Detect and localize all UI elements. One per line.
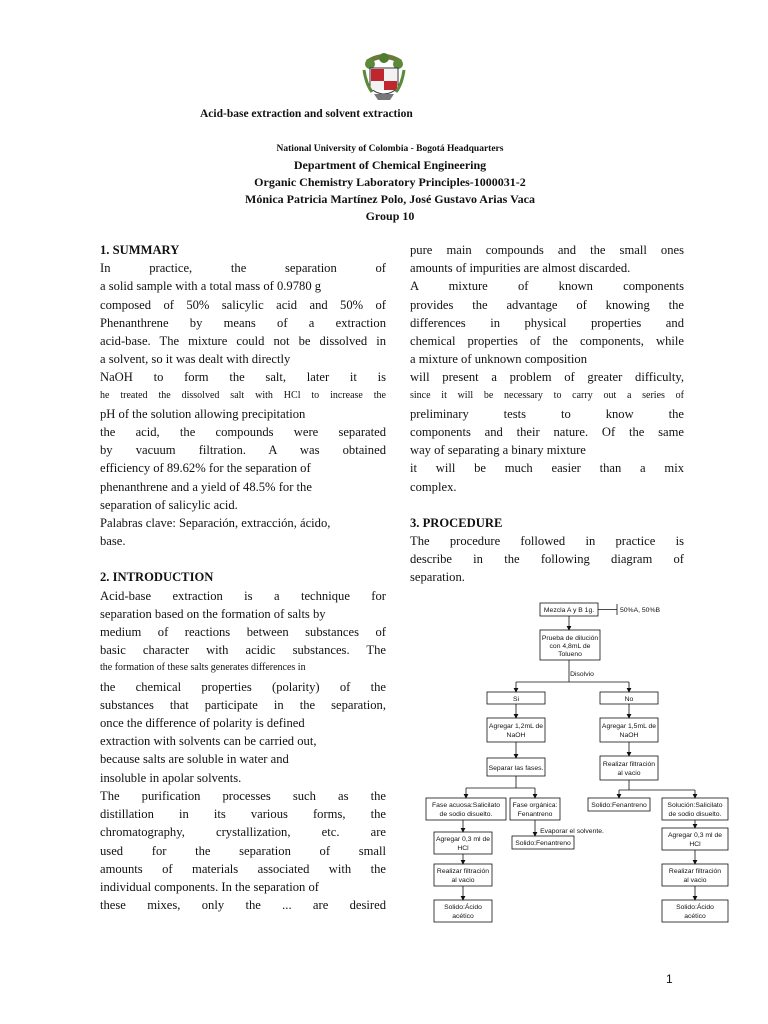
intro-line: the formation of these salts generates differences in bbox=[100, 662, 306, 674]
aqueous-label: de sodio disuelto. bbox=[439, 811, 493, 818]
intro-line: medium of reactions between substances of bbox=[100, 625, 386, 640]
solution-label: de sodio disuelto. bbox=[668, 811, 722, 818]
add-hcl-right-label: Agregar 0,3 ml de bbox=[667, 832, 723, 839]
intro-line: used for the separation of small bbox=[100, 843, 386, 858]
add-naoh-yes-label: NaOH bbox=[506, 732, 526, 739]
solid-acid-left-label: acético bbox=[452, 913, 474, 920]
page-number: 1 bbox=[666, 972, 673, 986]
procedure-line: describe in the following diagram of bbox=[410, 552, 684, 567]
separation-flow-diagram bbox=[412, 590, 738, 930]
intro-cont-line: provides the advantage of knowing the bbox=[410, 297, 684, 312]
separate-label: Separar las fases. bbox=[488, 765, 544, 772]
summary-line: a solvent, so it was dealt with directly bbox=[100, 352, 291, 367]
summary-line: pH of the solution allowing precipitation bbox=[100, 406, 306, 421]
institution: National University of Colombia - Bogotá Headquarters bbox=[276, 144, 504, 154]
summary-line: composed of 50% salicylic acid and 50% of bbox=[100, 297, 386, 312]
intro-cont-line: complex. bbox=[410, 479, 457, 494]
group: Group 10 bbox=[365, 209, 415, 223]
procedure-heading: 3. PROCEDURE bbox=[410, 515, 503, 530]
keywords-line: Palabras clave: Separación, extracción, ácido, bbox=[100, 516, 331, 531]
paper-header bbox=[180, 141, 600, 225]
intro-cont-line: preliminary tests to know the bbox=[410, 406, 684, 421]
filter-left-label: Realizar filtración bbox=[436, 868, 490, 875]
intro-line: distillation in its various forms, the bbox=[100, 807, 386, 822]
right-column bbox=[410, 241, 684, 587]
composition-label: 50%A, 50%B bbox=[619, 607, 661, 614]
test-label: Prueba de dilución bbox=[541, 635, 599, 642]
solid-phen-org-label: Solido:Fenantreno bbox=[515, 840, 571, 847]
evaporate-label: Evaporar el solvente. bbox=[540, 828, 604, 835]
vacuum-filter-no-label: al vacio bbox=[617, 770, 641, 777]
keywords-line: base. bbox=[100, 534, 126, 549]
intro-line: because salts are soluble in water and bbox=[100, 752, 289, 767]
summary-heading: 1. SUMMARY bbox=[100, 243, 180, 257]
intro-line: amounts of materials associated with the bbox=[100, 861, 386, 876]
filter-left-label: al vacio bbox=[451, 877, 475, 884]
solid-acid-right-label: acético bbox=[684, 913, 706, 920]
intro-cont-line: components and their nature. Of the same bbox=[410, 425, 684, 440]
add-naoh-no-label: Agregar 1,5mL de bbox=[601, 723, 657, 730]
university-crest-icon bbox=[360, 50, 408, 106]
summary-line: NaOH to form the salt, later it is bbox=[100, 370, 386, 385]
no-label: No bbox=[624, 696, 634, 703]
intro-cont-line: way of separating a binary mixture bbox=[410, 443, 586, 458]
aqueous-label: Fase acuosa:Salicilato bbox=[431, 802, 501, 809]
add-hcl-left-label: HCl bbox=[457, 845, 469, 852]
intro-cont-line: it will be much easier than a mix bbox=[410, 461, 684, 476]
yes-label: Si bbox=[512, 696, 520, 703]
intro-line: extraction with solvents can be carried out, bbox=[100, 734, 317, 749]
add-hcl-left-label: Agregar 0,3 ml de bbox=[435, 836, 491, 843]
introduction-heading: 2. INTRODUCTION bbox=[100, 570, 214, 585]
left-column bbox=[100, 241, 386, 914]
intro-line: once the difference of polarity is defined bbox=[100, 716, 305, 731]
intro-cont-line: A mixture of known components bbox=[410, 279, 684, 294]
intro-cont-line: pure main compounds and the small ones bbox=[410, 243, 684, 257]
filter-right-label: al vacio bbox=[683, 877, 707, 884]
solid-acid-right-label: Solido:Ácido bbox=[676, 904, 714, 911]
filter-right-label: Realizar filtración bbox=[668, 868, 722, 875]
start-label: Mezcla A y B 1g. bbox=[543, 607, 595, 614]
intro-line: insoluble in apolar solvents. bbox=[100, 770, 242, 785]
intro-cont-line: a mixture of unknown composition bbox=[410, 352, 587, 367]
procedure-line: separation. bbox=[410, 570, 465, 585]
intro-line: the chemical properties (polarity) of the bbox=[100, 679, 386, 694]
organic-label: Fenantreno bbox=[517, 811, 553, 818]
solution-label: Solución:Salicilato bbox=[667, 802, 723, 809]
intro-cont-line: amounts of impurities are almost discarded. bbox=[410, 261, 631, 276]
add-naoh-no-label: NaOH bbox=[619, 732, 639, 739]
intro-line: these mixes, only the ... are desired bbox=[100, 898, 386, 913]
solid-acid-left-label: Solido:Ácido bbox=[444, 904, 482, 911]
summary-line: efficiency of 89.62% for the separation of bbox=[100, 461, 311, 476]
dissolved-label: Disolvio bbox=[570, 671, 594, 678]
intro-line: Acid-base extraction is a technique for bbox=[100, 588, 386, 603]
summary-line: separation of salicylic acid. bbox=[100, 497, 238, 512]
summary-line: In practice, the separation of bbox=[100, 261, 386, 276]
paper-title: Acid-base extraction and solvent extraction bbox=[200, 108, 413, 120]
department: Department of Chemical Engineering bbox=[293, 158, 487, 172]
summary-line: by vacuum filtration. A was obtained bbox=[100, 443, 386, 458]
intro-line: The purification processes such as the bbox=[100, 788, 386, 803]
intro-line: separation based on the formation of salts by bbox=[100, 606, 326, 621]
intro-cont-line: since it will be necessary to carry out a series of bbox=[410, 389, 684, 401]
summary-line: the acid, the compounds were separated bbox=[100, 425, 386, 440]
test-label: Tolueno bbox=[558, 651, 582, 658]
solid-phen-mid-label: Solido:Fenantreno bbox=[591, 802, 647, 809]
course: Organic Chemistry Laboratory Principles-1000031-2 bbox=[254, 175, 526, 189]
vacuum-filter-no-label: Realizar filtración bbox=[602, 761, 656, 768]
intro-line: basic character with acidic substances. The bbox=[100, 643, 386, 658]
summary-line: phenanthrene and a yield of 48.5% for the bbox=[100, 479, 312, 494]
intro-line: individual components. In the separation of bbox=[100, 879, 319, 894]
test-label: con 4,8mL de bbox=[549, 643, 591, 650]
add-hcl-right-label: HCl bbox=[689, 841, 701, 848]
intro-cont-line: chemical properties of the components, while bbox=[410, 334, 684, 349]
intro-cont-line: differences in physical properties and bbox=[410, 315, 684, 330]
summary-line: a solid sample with a total mass of 0.9780 g bbox=[100, 279, 322, 294]
summary-line: he treated the dissolved salt with HCl to increase the bbox=[100, 389, 386, 401]
procedure-line: The procedure followed in practice is bbox=[410, 534, 684, 549]
authors: Mónica Patricia Martínez Polo, José Gustavo Arias Vaca bbox=[245, 192, 535, 206]
intro-line: substances that participate in the separation, bbox=[100, 697, 386, 712]
organic-label: Fase orgánica: bbox=[512, 802, 558, 809]
summary-line: acid-base. The mixture could not be dissolved in bbox=[100, 334, 386, 349]
summary-line: Phenanthrene by means of a extraction bbox=[100, 315, 386, 330]
intro-line: chromatography, crystallization, etc. are bbox=[100, 825, 386, 840]
intro-cont-line: will present a problem of greater difficulty, bbox=[410, 370, 684, 385]
add-naoh-yes-label: Agregar 1,2mL de bbox=[488, 723, 544, 730]
